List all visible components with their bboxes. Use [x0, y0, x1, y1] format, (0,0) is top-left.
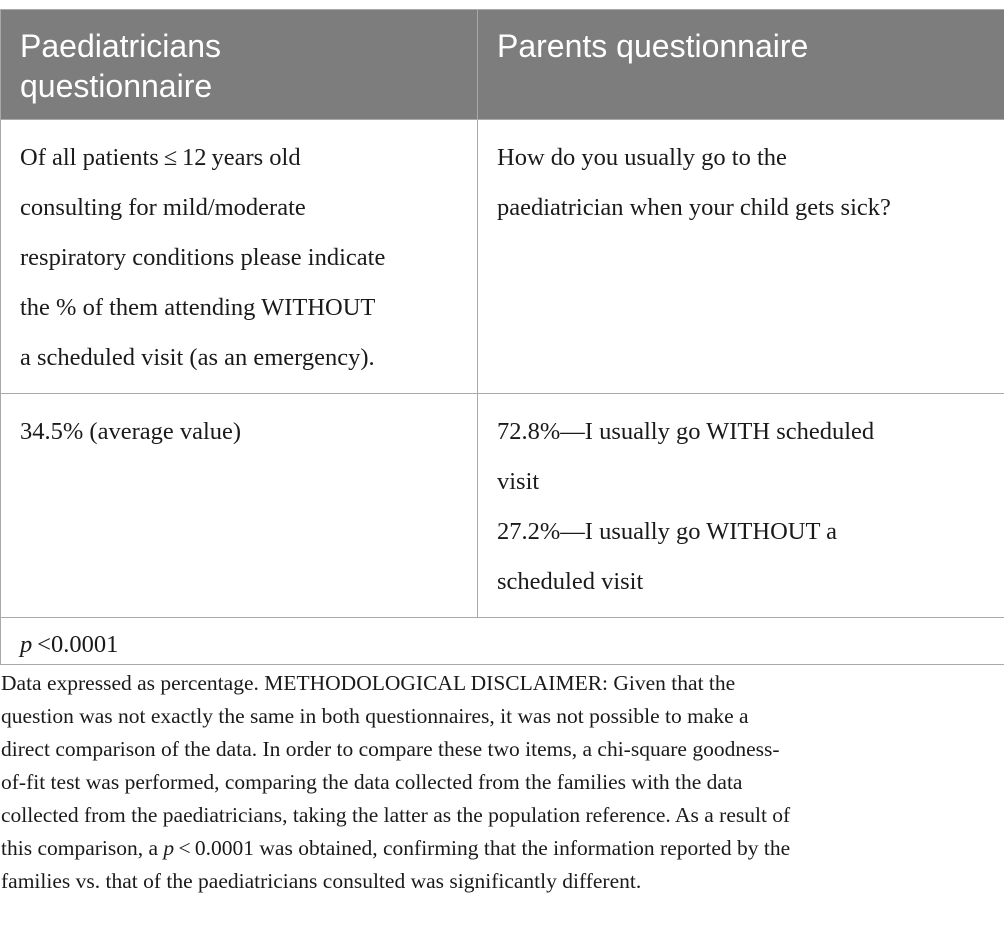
comparison-table [0, 9, 1004, 665]
cell-line: 34.5% (average value) [20, 418, 242, 445]
table-footnote [1, 667, 1001, 898]
footnote-line [1, 832, 1001, 865]
cell-line: 72.8%—I usually go WITH scheduled [497, 418, 875, 445]
footnote-p-symbol: p [163, 836, 175, 860]
pvalue-row [1, 618, 1004, 665]
cell-line: the % of them attending WITHOUT [20, 294, 376, 321]
cell-line: How do you usually go to the [497, 144, 787, 171]
header-line: Paediatricians [20, 28, 221, 64]
header-parents [478, 10, 1004, 120]
pvalue-cell [1, 618, 1004, 665]
cell-line: 27.2%—I usually go WITHOUT a [497, 518, 837, 545]
footnote-line: collected from the paediatricians, taking the latter as the population reference. As a result of [1, 803, 791, 827]
footnote-line: families vs. that of the paediatricians consulted was significantly different. [1, 869, 642, 893]
pvalue-symbol: p [20, 631, 33, 658]
cell-line: paediatrician when your child gets sick? [497, 194, 891, 221]
header-row [1, 10, 1004, 120]
cell-line: Of all patients ≤ 12 years old [20, 144, 301, 171]
footnote-line: direct comparison of the data. In order to compare these two items, a chi-square goodness- [1, 737, 780, 761]
footnote-line: of-fit test was performed, comparing the data collected from the families with the data [1, 770, 743, 794]
cell-paediatricians-answer [1, 394, 478, 618]
header-line: questionnaire [20, 68, 213, 104]
header-paediatricians [1, 10, 478, 120]
table-row [1, 394, 1004, 618]
cell-parents-answer [478, 394, 1004, 618]
cell-line: visit [497, 468, 540, 495]
table-row [1, 120, 1004, 394]
cell-line: a scheduled visit (as an emergency). [20, 344, 375, 371]
cell-paediatricians-question [1, 120, 478, 394]
pvalue-value: <0.0001 [32, 631, 119, 658]
header-line: Parents questionnaire [497, 28, 809, 64]
cell-line: scheduled visit [497, 568, 644, 595]
cell-line: respiratory conditions please indicate [20, 244, 386, 271]
footnote-line: question was not exactly the same in both questionnaires, it was not possible to make a [1, 704, 749, 728]
cell-line: consulting for mild/moderate [20, 194, 306, 221]
footnote-text: < 0.0001 was obtained, confirming that the information reported by the [174, 836, 791, 860]
cell-parents-question [478, 120, 1004, 394]
footnote-text: this comparison, a [1, 836, 164, 860]
footnote-line: Data expressed as percentage. METHODOLOGICAL DISCLAIMER: Given that the [1, 671, 736, 695]
